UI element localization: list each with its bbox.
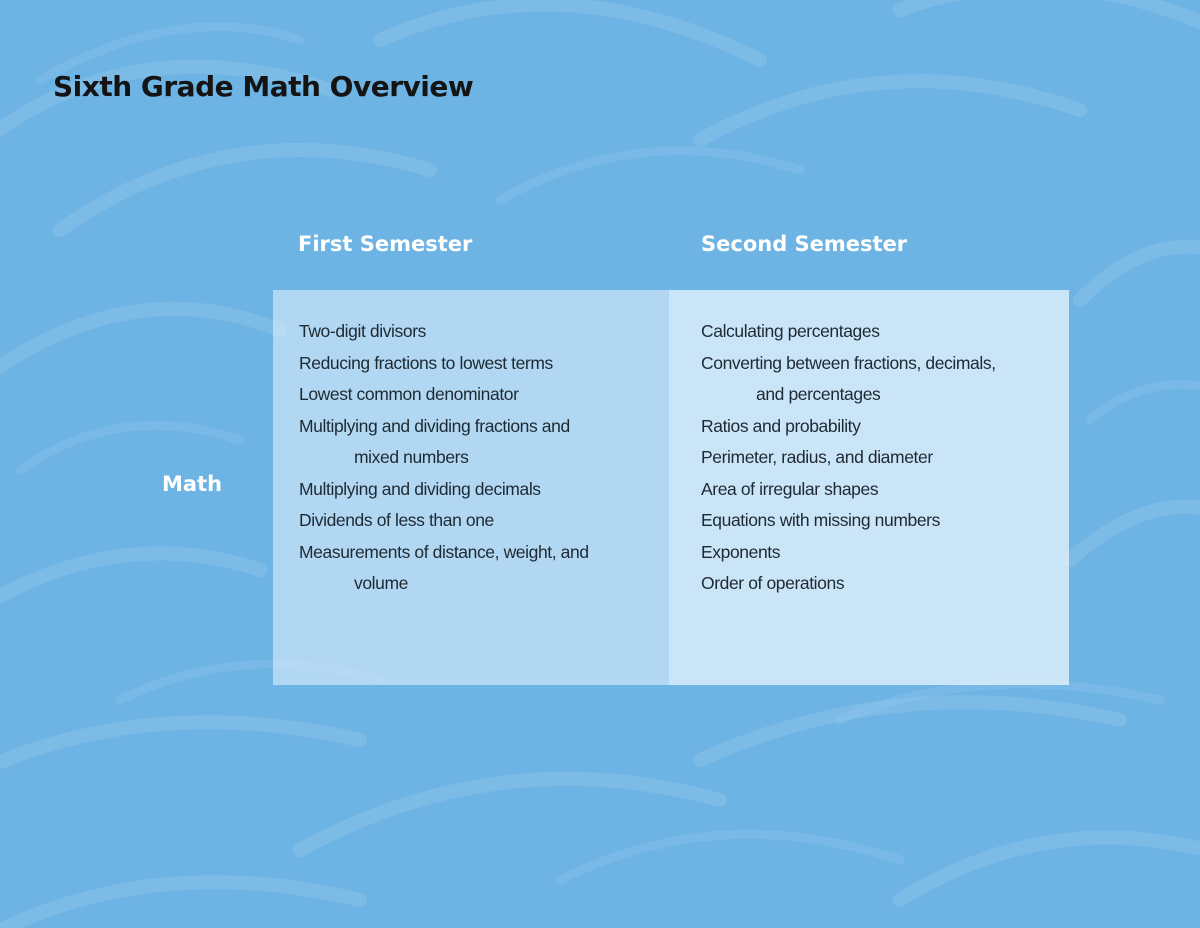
topic-item: Lowest common denominator	[299, 384, 519, 404]
second-semester-topic-list	[701, 316, 1069, 600]
topic-item: Converting between fractions, decimals, and percentages	[701, 352, 996, 404]
first-semester-topic-list	[299, 316, 669, 600]
topic-item: Equations with missing numbers	[701, 510, 940, 530]
first-semester-cell	[273, 290, 669, 685]
column-header-first-semester: First Semester	[298, 232, 473, 256]
page-title: Sixth Grade Math Overview	[53, 70, 474, 103]
topic-item: Dividends of less than one	[299, 510, 494, 530]
second-semester-cell	[669, 290, 1069, 685]
row-label-math: Math	[162, 472, 223, 496]
topic-item: Area of irregular shapes	[701, 478, 879, 499]
topic-item: Measurements of distance, weight, and volume	[299, 541, 589, 593]
topic-item: Multiplying and dividing fractions and mixed numbers	[299, 415, 570, 467]
topic-item: Order of operations	[701, 573, 845, 593]
column-header-second-semester: Second Semester	[701, 232, 908, 256]
topic-item: Perimeter, radius, and diameter	[701, 447, 933, 467]
topic-item: Two-digit divisors	[299, 321, 427, 341]
topic-item: Multiplying and dividing decimals	[299, 478, 541, 499]
topic-item: Calculating percentages	[701, 321, 880, 341]
topic-item: Exponents	[701, 541, 781, 562]
topic-item: Reducing fractions to lowest terms	[299, 352, 553, 373]
topic-item: Ratios and probability	[701, 415, 861, 436]
